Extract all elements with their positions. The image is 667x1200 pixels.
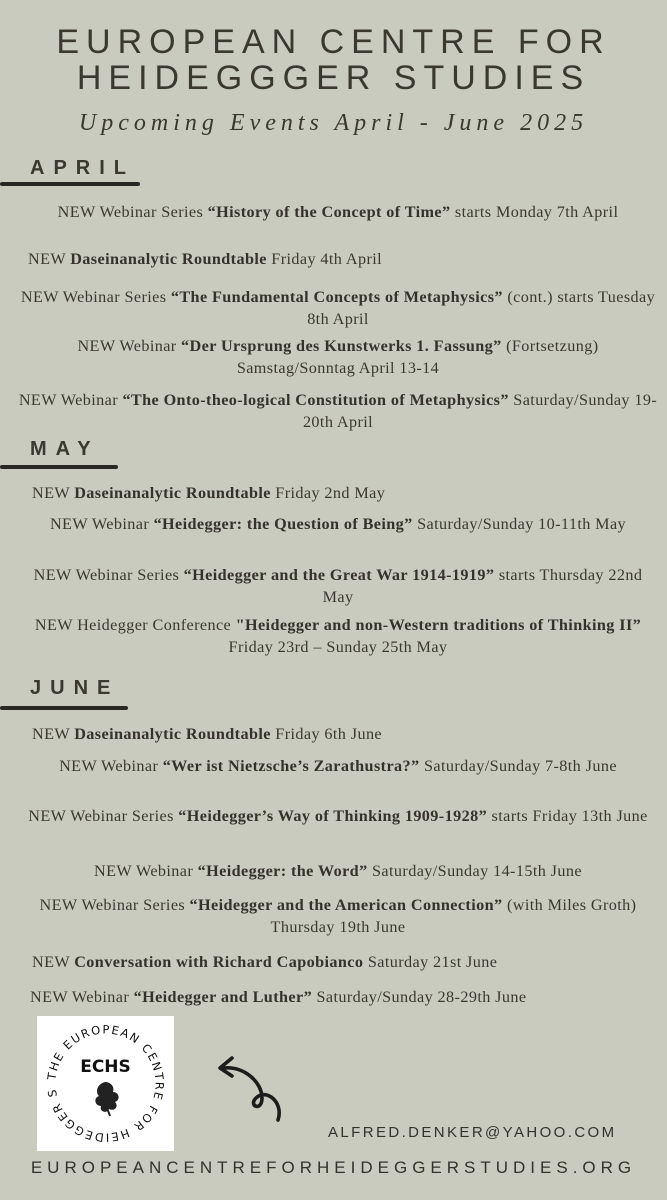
subtitle: Upcoming Events April - June 2025 — [78, 110, 589, 136]
heading-underline — [0, 706, 128, 710]
event-item: NEW Conversation with Richard Capobianco Saturday 21st June — [32, 953, 498, 971]
heading-underline — [0, 465, 118, 469]
event-item: NEW Webinar “Wer ist Nietzsche’s Zarathustra?” Saturday/Sunday 7-8th June — [59, 757, 617, 775]
logo-center-text: ECHS — [80, 1057, 131, 1077]
title-line-2: HEIDEGGGER STUDIES — [76, 59, 591, 97]
heading-underline — [0, 182, 140, 186]
event-item: NEW Webinar Series “The Fundamental Concepts of Metaphysics” (cont.) starts Tuesday 8th April — [20, 288, 656, 328]
event-item: NEW Webinar “Heidegger: the Word” Saturday/Sunday 14-15th June — [94, 862, 582, 880]
title-line-1: EUROPEAN CENTRE FOR — [56, 23, 611, 61]
section-heading-april: APRIL — [30, 157, 135, 179]
website-url[interactable]: EUROPEANCENTREFORHEIDEGGERSTUDIES.ORG — [30, 1158, 637, 1177]
event-item: NEW Webinar “Heidegger and Luther” Saturday/Sunday 28-29th June — [30, 988, 527, 1006]
event-item: NEW Webinar “The Onto-theo-logical Constitution of Metaphysics” Saturday/Sunday 19-20th April — [18, 391, 658, 431]
event-item: NEW Webinar Series “Heidegger and the Great War 1914-1919” starts Thursday 22nd May — [33, 566, 643, 606]
event-item: NEW Webinar Series “History of the Concept of Time” starts Monday 7th April — [57, 203, 619, 221]
oak-leaf-icon — [95, 1082, 118, 1116]
event-item: NEW Daseinanalytic Roundtable Friday 6th June — [32, 725, 383, 743]
curved-arrow-icon — [210, 1052, 290, 1124]
svg-text:THE EUROPEAN CENTRE FOR HEIDEG — [37, 1016, 167, 1145]
event-item: NEW Heidegger Conference "Heidegger and non-Western traditions of Thinking II” Friday 23rd – Sunday 25th May — [34, 616, 642, 656]
echs-logo — [37, 1016, 174, 1151]
event-item: NEW Webinar Series “Heidegger’s Way of Thinking 1909-1928” starts Friday 13th June — [28, 807, 648, 825]
event-item: NEW Daseinanalytic Roundtable Friday 4th April — [28, 250, 383, 268]
contact-email[interactable]: ALFRED.DENKER@YAHOO.COM — [328, 1124, 617, 1141]
logo-ring-text: THE EUROPEAN CENTRE FOR HEIDEGGER S — [44, 1022, 167, 1145]
event-item: NEW Webinar Series “Heidegger and the American Connection” (with Miles Groth) Thursday 19th June — [39, 896, 637, 936]
event-item: NEW Webinar “Heidegger: the Question of Being” Saturday/Sunday 10-11th May — [49, 515, 627, 533]
event-item: NEW Webinar “Der Ursprung des Kunstwerks 1. Fassung” (Fortsetzung) Samstag/Sonntag April 13-14 — [77, 337, 599, 377]
section-heading-may: MAY — [30, 438, 100, 460]
section-heading-june: JUNE — [30, 677, 120, 699]
event-item: NEW Daseinanalytic Roundtable Friday 2nd May — [32, 484, 386, 502]
